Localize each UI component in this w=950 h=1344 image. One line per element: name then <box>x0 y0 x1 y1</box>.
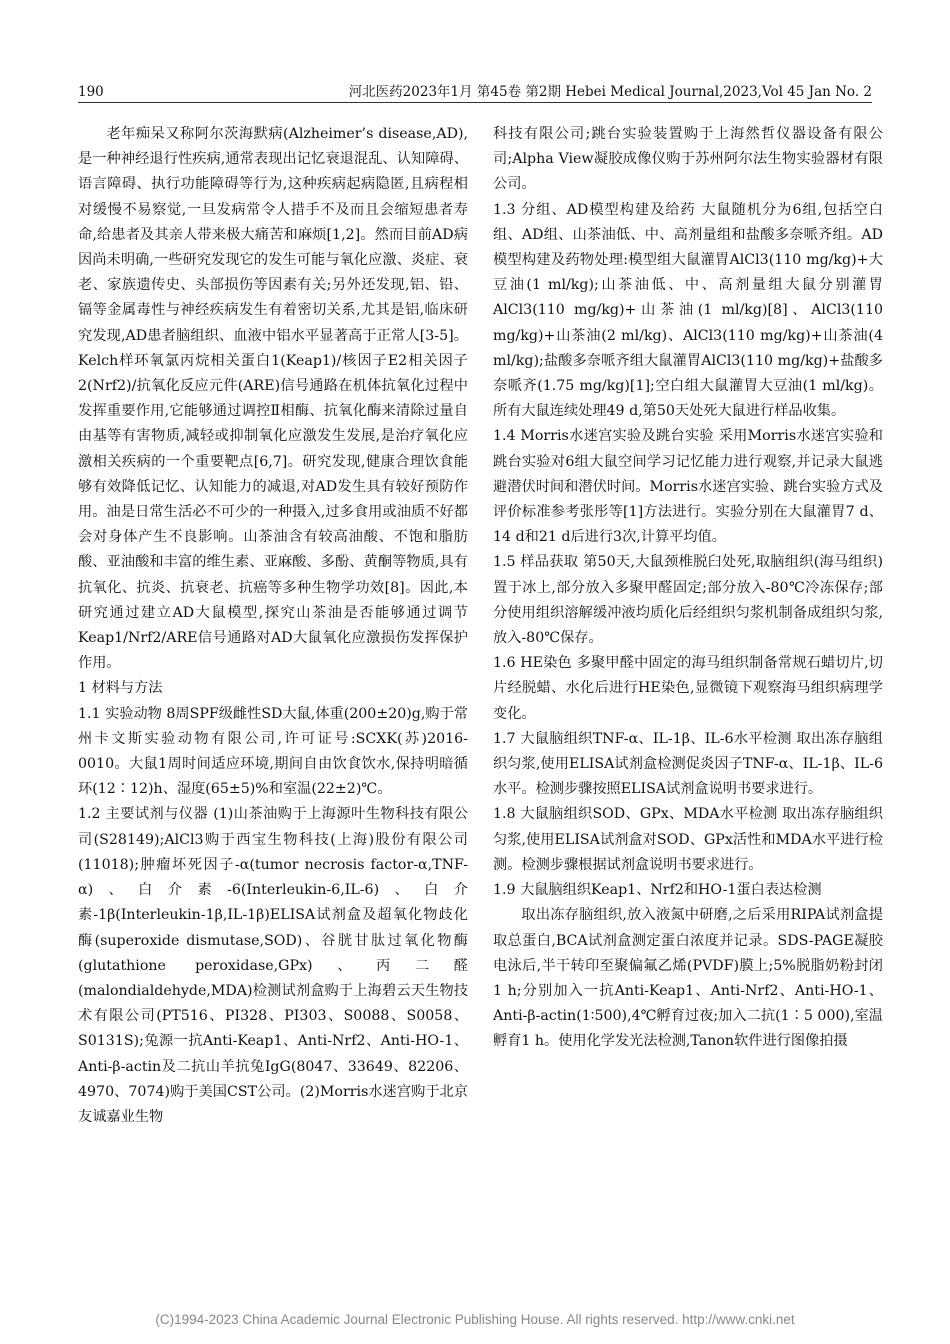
section-paragraph: 1.2 主要试剂与仪器 (1)山茶油购于上海源叶生物科技有限公司(S28149);AlCl3购于西宝生物科技(上海)股份有限公司(11018);肿瘤坏死因子-α(tumor necrosis factor-α,TNF-α)、白介素-6(Interleukin-6,IL-6)、白介素-1β(Interleukin-1β,IL-1β)ELISA试剂盒及超氧化物歧化酶(superoxide dismutase,SOD)、谷胱甘肽过氧化物酶(glutathione peroxidase,GPx)、丙二醛(malondialdehyde,MDA)检测试剂盒购于上海碧云天生物技术有限公司(PT516、PI328、PI303、S0088、S0058、S0131S);兔源一抗Anti-Keap1、Anti-Nrf2、Anti-HO-1、Anti-β-actin及二抗山羊抗兔IgG(8047、33649、82206、4970、7074)购于美国CST公司。(2)Morris水迷宫购于北京友诚嘉业生物 <box>78 806 468 1125</box>
section-paragraph: 1.6 HE染色 多聚甲醛中固定的海马组织制备常规石蜡切片,切片经脱蜡、水化后进行HE染色,显微镜下观察海马组织病理学变化。 <box>493 655 883 722</box>
copyright-footer: (C)1994-2023 China Academic Journal Electronic Publishing House. All rights reserved. http://www.cnki.net <box>155 1312 795 1327</box>
section-paragraph: 1.8 大鼠脑组织SOD、GPx、MDA水平检测 取出冻存脑组织匀浆,使用ELISA试剂盒对SOD、GPx活性和MDA水平进行检测。检测步骤根据试剂盒说明书要求进行。 <box>493 806 883 873</box>
section-paragraph: 1.9 大鼠脑组织Keap1、Nrf2和HO-1蛋白表达检测 <box>493 882 822 899</box>
section-paragraph: 科技有限公司;跳台实验装置购于上海然哲仪器设备有限公司;Alpha View凝胶成像仪购于苏州阿尔法生物实验器材有限公司。 <box>493 126 883 193</box>
page-number: 190 <box>78 84 104 100</box>
section-paragraph: 1 材料与方法 <box>78 680 163 697</box>
paragraph: 老年痴呆又称阿尔茨海默病(Alzheimer’s disease,AD),是一种神经退行性疾病,通常表现出记忆衰退混乱、认知障碍、语言障碍、执行功能障碍等行为,这种疾病起病隐匿,且病程相对缓慢不易察觉,一旦发病常令人措手不及而且会缩短患者寿命,给患者及其亲人带来极大痛苦和麻烦[1,2]。然而目前AD病因尚未明确,一些研究发现它的发生可能与氧化应激、炎症、衰老、家族遗传史、头部损伤等因素有关;另外还发现,铝、铅、镉等金属毒性与神经疾病发生有着密切关系,尤其是铝,临床研究发现,AD患者脑组织、血液中铝水平显著高于正常人[3-5]。Kelch样环氧氯丙烷相关蛋白1(Keap1)/核因子E2相关因子2(Nrf2)/抗氧化反应元件(ARE)信号通路在机体抗氧化过程中发挥重要作用,它能够通过调控Ⅱ相酶、抗氧化酶来清除过量自由基等有害物质,减轻或抑制氧化应激发生发展,是治疗氧化应激相关疾病的一个重要靶点[6,7]。研究发现,健康合理饮食能够有效降低记忆、认知能力的减退,对AD发生具有较好预防作用。油是日常生活必不可少的一种摄入,过多食用或油质不好都会对身体产生不良影响。山茶油含有较高油酸、不饱和脂肪酸、亚油酸和丰富的维生素、亚麻酸、多酚、黄酮等物质,具有抗氧化、抗炎、抗衰老、抗癌等多种生物学功效[8]。因此,本研究通过建立AD大鼠模型,探究山茶油是否能够通过调节Keap1/Nrf2/ARE信号通路对AD大鼠氧化应激损伤发挥保护作用。 <box>78 126 468 672</box>
section-paragraph: 1.5 样品获取 第50天,大鼠颈椎脱臼处死,取脑组织(海马组织)置于冰上,部分放入多聚甲醛固定;部分放入-80℃冷冻保存;部分使用组织溶解缓冲液均质化后经组织匀浆机制备成组织匀浆,放入-80℃保存。 <box>493 554 883 647</box>
section-paragraph: 1.3 分组、AD模型构建及给药 大鼠随机分为6组,包括空白组、AD组、山茶油低、中、高剂量组和盐酸多奈哌齐组。AD模型构建及药物处理:模型组大鼠灌胃AlCl3(110 mg/kg)+大豆油(1 ml/kg);山茶油低、中、高剂量组大鼠分别灌胃AlCl3(110 mg/kg)+山茶油(1 ml/kg)[8]、AlCl3(110 mg/kg)+山茶油(2 ml/kg)、AlCl3(110 mg/kg)+山茶油(4 ml/kg);盐酸多奈哌齐组大鼠灌胃AlCl3(110 mg/kg)+盐酸多奈哌齐(1.75 mg/kg)[1];空白组大鼠灌胃大豆油(1 ml/kg)。所有大鼠连续处理49 d,第50天处死大鼠进行样品收集。 <box>493 201 883 420</box>
section-paragraph: 1.1 实验动物 8周SPF级雌性SD大鼠,体重(200±20)g,购于常州卡文斯实验动物有限公司,许可证号:SCXK(苏)2016-0010。大鼠1周时间适应环境,期间自由饮食饮水,保持明暗循环(12∶12)h、湿度(65±5)%和室温(22±2)℃。 <box>78 705 468 798</box>
paragraph: 取出冻存脑组织,放入液氮中研磨,之后采用RIPA试剂盒提取总蛋白,BCA试剂盒测定蛋白浓度并记录。SDS-PAGE凝胶电泳后,半干转印至聚偏氟乙烯(PVDF)膜上;5%脱脂奶粉封闭1 h;分别加入一抗Anti-Keap1、Anti-Nrf2、Anti-HO-1、Anti-β-actin(1∶500),4℃孵育过夜;加入二抗(1∶5 000),室温孵育1 h。使用化学发光法检测,Tanon软件进行图像拍摄 <box>493 907 883 1050</box>
section-paragraph: 1.4 Morris水迷宫实验及跳台实验 采用Morris水迷宫实验和跳台实验对6组大鼠空间学习记忆能力进行观察,并记录大鼠逃避潜伏时间和潜伏时间。Morris水迷宫实验、跳台实验方式及评价标准参考张彤等[1]方法进行。实验分别在大鼠灌胃7 d、14 d和21 d后进行3次,计算平均值。 <box>493 428 883 546</box>
right-column <box>493 122 883 1055</box>
section-paragraph: 1.7 大鼠脑组织TNF-α、IL-1β、IL-6水平检测 取出冻存脑组织匀浆,使用ELISA试剂盒检测促炎因子TNF-α、IL-1β、IL-6水平。检测步骤按照ELISA试剂盒说明书要求进行。 <box>493 730 883 798</box>
journal-info: 河北医药2023年1月 第45卷 第2期 Hebei Medical Journal,2023,Vol 45 Jan No. 2 <box>348 84 872 100</box>
page-header <box>78 78 872 103</box>
left-column <box>78 122 468 1130</box>
